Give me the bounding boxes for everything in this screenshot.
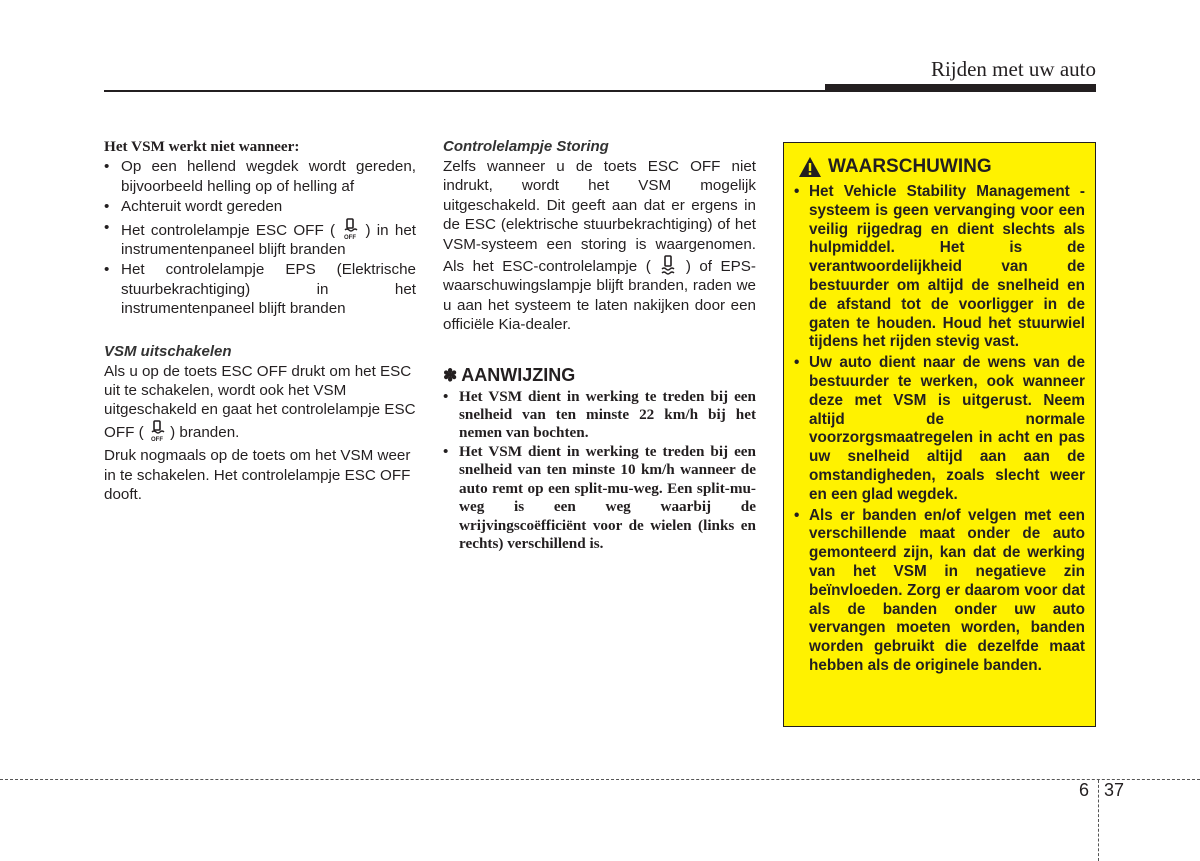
warning-heading <box>798 156 992 178</box>
page-number: 37 <box>1104 780 1125 800</box>
esc-off-icon <box>148 420 166 442</box>
column-left <box>104 138 416 505</box>
note-list <box>443 388 756 554</box>
footer-vertical-divider <box>1098 780 1099 861</box>
column-middle <box>443 138 756 553</box>
paragraph: Druk nogmaals op de toets om het VSM weer in te schakelen. Het controlelampje ESC OFF dooft. <box>104 447 411 504</box>
chapter-number: 6 <box>1079 780 1090 800</box>
list-item: • Achteruit wordt gereden <box>104 197 416 216</box>
esc-icon <box>659 254 677 276</box>
paragraph: Zelfs wanneer u de toets ESC OFF niet indrukt, wordt het VSM mogelijk uitgeschakeld. Dit geeft aan dat er ergens in de ESC (elektrische stuurbekrachtiging) of het VSM-systeem een storing is waargenomen. Als het ESC-controlelampje ( ) of EPS-waarschuwingslampje blijft branden, raden we u aan het systeem te laten nakijken door een officiële Kia-dealer. <box>443 158 756 334</box>
list-item <box>104 218 416 260</box>
subheading: Controlelampje Storing <box>443 138 609 155</box>
warning-box <box>783 142 1096 727</box>
subheading: VSM uitschakelen <box>104 342 232 360</box>
list-item: • Het VSM dient in werking te treden bij een snelheid van ten minste 10 km/h wanneer de auto remt op een split-mu-weg. Een split-mu-weg is een weg waarbij de wrijvingscoëfficiënt voor de wielen (links en rechts) verschillend is. <box>443 443 756 553</box>
footer-divider <box>0 779 1200 780</box>
list-item: • Het VSM dient in werking te treden bij een snelheid van ten minste 22 km/h bij het nemen van bochten. <box>443 388 756 443</box>
warning-title: WAARSCHUWING <box>828 156 992 177</box>
list-item-text: ) in het instrumentenpaneel blijft branden <box>121 221 416 259</box>
note-heading: ✽ AANWIJZING <box>443 364 576 385</box>
list-item: • Het controlelampje EPS (Elektrische stuurbekrachtiging) in het instrumentenpaneel blijft branden <box>104 260 416 318</box>
list-item: • Op een hellend wegdek wordt gereden, bijvoorbeeld helling op of helling af <box>104 157 416 196</box>
list-item: • Als er banden en/of velgen met een verschillende maat onder de auto gemonteerd zijn, kan dat de werking van het VSM in negatieve zin beïnvloeden. Zorg er daarom voor dat als de banden onder uw auto vervangen moeten worden, banden worden gebruikt die dezelfde maat hebben als de originele banden. <box>792 507 1085 676</box>
header-rule-accent <box>825 84 1096 91</box>
asterisk-icon: ✽ <box>443 365 458 385</box>
warning-body <box>792 183 1085 678</box>
svg-text:OFF: OFF <box>344 234 357 240</box>
svg-text:OFF: OFF <box>150 436 163 442</box>
esc-off-icon <box>341 218 359 240</box>
condition-list <box>104 157 416 318</box>
warning-triangle-icon <box>798 156 822 178</box>
paragraph: Als u op de toets ESC OFF drukt om het ESC uit te schakelen, wordt ook het VSM uitgeschakeld en gaat het controlelampje ESC OFF ( OFF ) branden. <box>104 362 416 442</box>
section-heading: Het VSM werkt niet wanneer: <box>104 138 300 155</box>
list-item-text: Het controlelampje ESC OFF ( <box>121 221 336 239</box>
list-item: • Het Vehicle Stability Management -systeem is geen vervanging voor een veilig rijgedrag en dient slechts als hulpmiddel. Het is de verantwoordelijkheid van de bestuurder om altijd de snelheid en de afstand tot de voorligger in de gaten te houden. Houd het stuurwiel tijdens het rijden stevig vast. <box>792 183 1085 352</box>
page-header-title: Rijden met uw auto <box>930 57 1096 81</box>
list-item: • Uw auto dient naar de wens van de bestuurder te werken, ook wanneer deze met VSM is uitgerust. Neem altijd de normale voorzorgsmaatregelen in acht en pas uw snelheid altijd aan aan de omstandigheden, zoals slecht weer en een glad wegdek. <box>792 354 1085 504</box>
